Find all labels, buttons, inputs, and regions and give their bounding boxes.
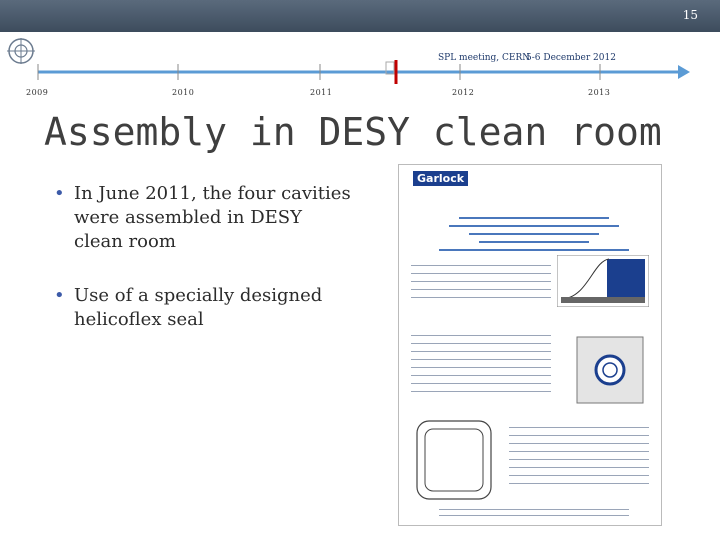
year-label: 2012 — [452, 88, 475, 97]
bullet-text: In June 2011, the four cavities were assembled in DESY clean room — [74, 183, 351, 252]
year-label: 2013 — [588, 88, 611, 97]
seal-datasheet-image — [398, 164, 662, 526]
page-number: 15 — [682, 8, 698, 22]
bullet-item — [52, 284, 352, 332]
seal-drawing-icon — [411, 415, 497, 505]
bullet-text: Use of a specially designed helicoflex seal — [74, 285, 323, 330]
year-label: 2010 — [172, 88, 195, 97]
bullet-icon: • — [54, 285, 65, 306]
timeline-arrow-icon — [678, 65, 690, 79]
bullet-list — [52, 182, 352, 362]
meeting-label: SPL meeting, CERN — [438, 53, 531, 63]
year-label: 2011 — [310, 88, 333, 97]
bullet-icon: • — [54, 183, 65, 204]
meeting-date: 5-6 December 2012 — [526, 53, 616, 63]
timeline — [0, 60, 720, 100]
top-bar — [0, 0, 720, 32]
datasheet-brand-logo: Garlock — [413, 171, 468, 186]
seal-cross-section-icon — [575, 335, 645, 405]
slide-title: Assembly in DESY clean room — [44, 110, 662, 154]
year-label: 2009 — [26, 88, 49, 97]
seal-chart-icon — [557, 255, 649, 307]
bullet-item — [52, 182, 352, 254]
